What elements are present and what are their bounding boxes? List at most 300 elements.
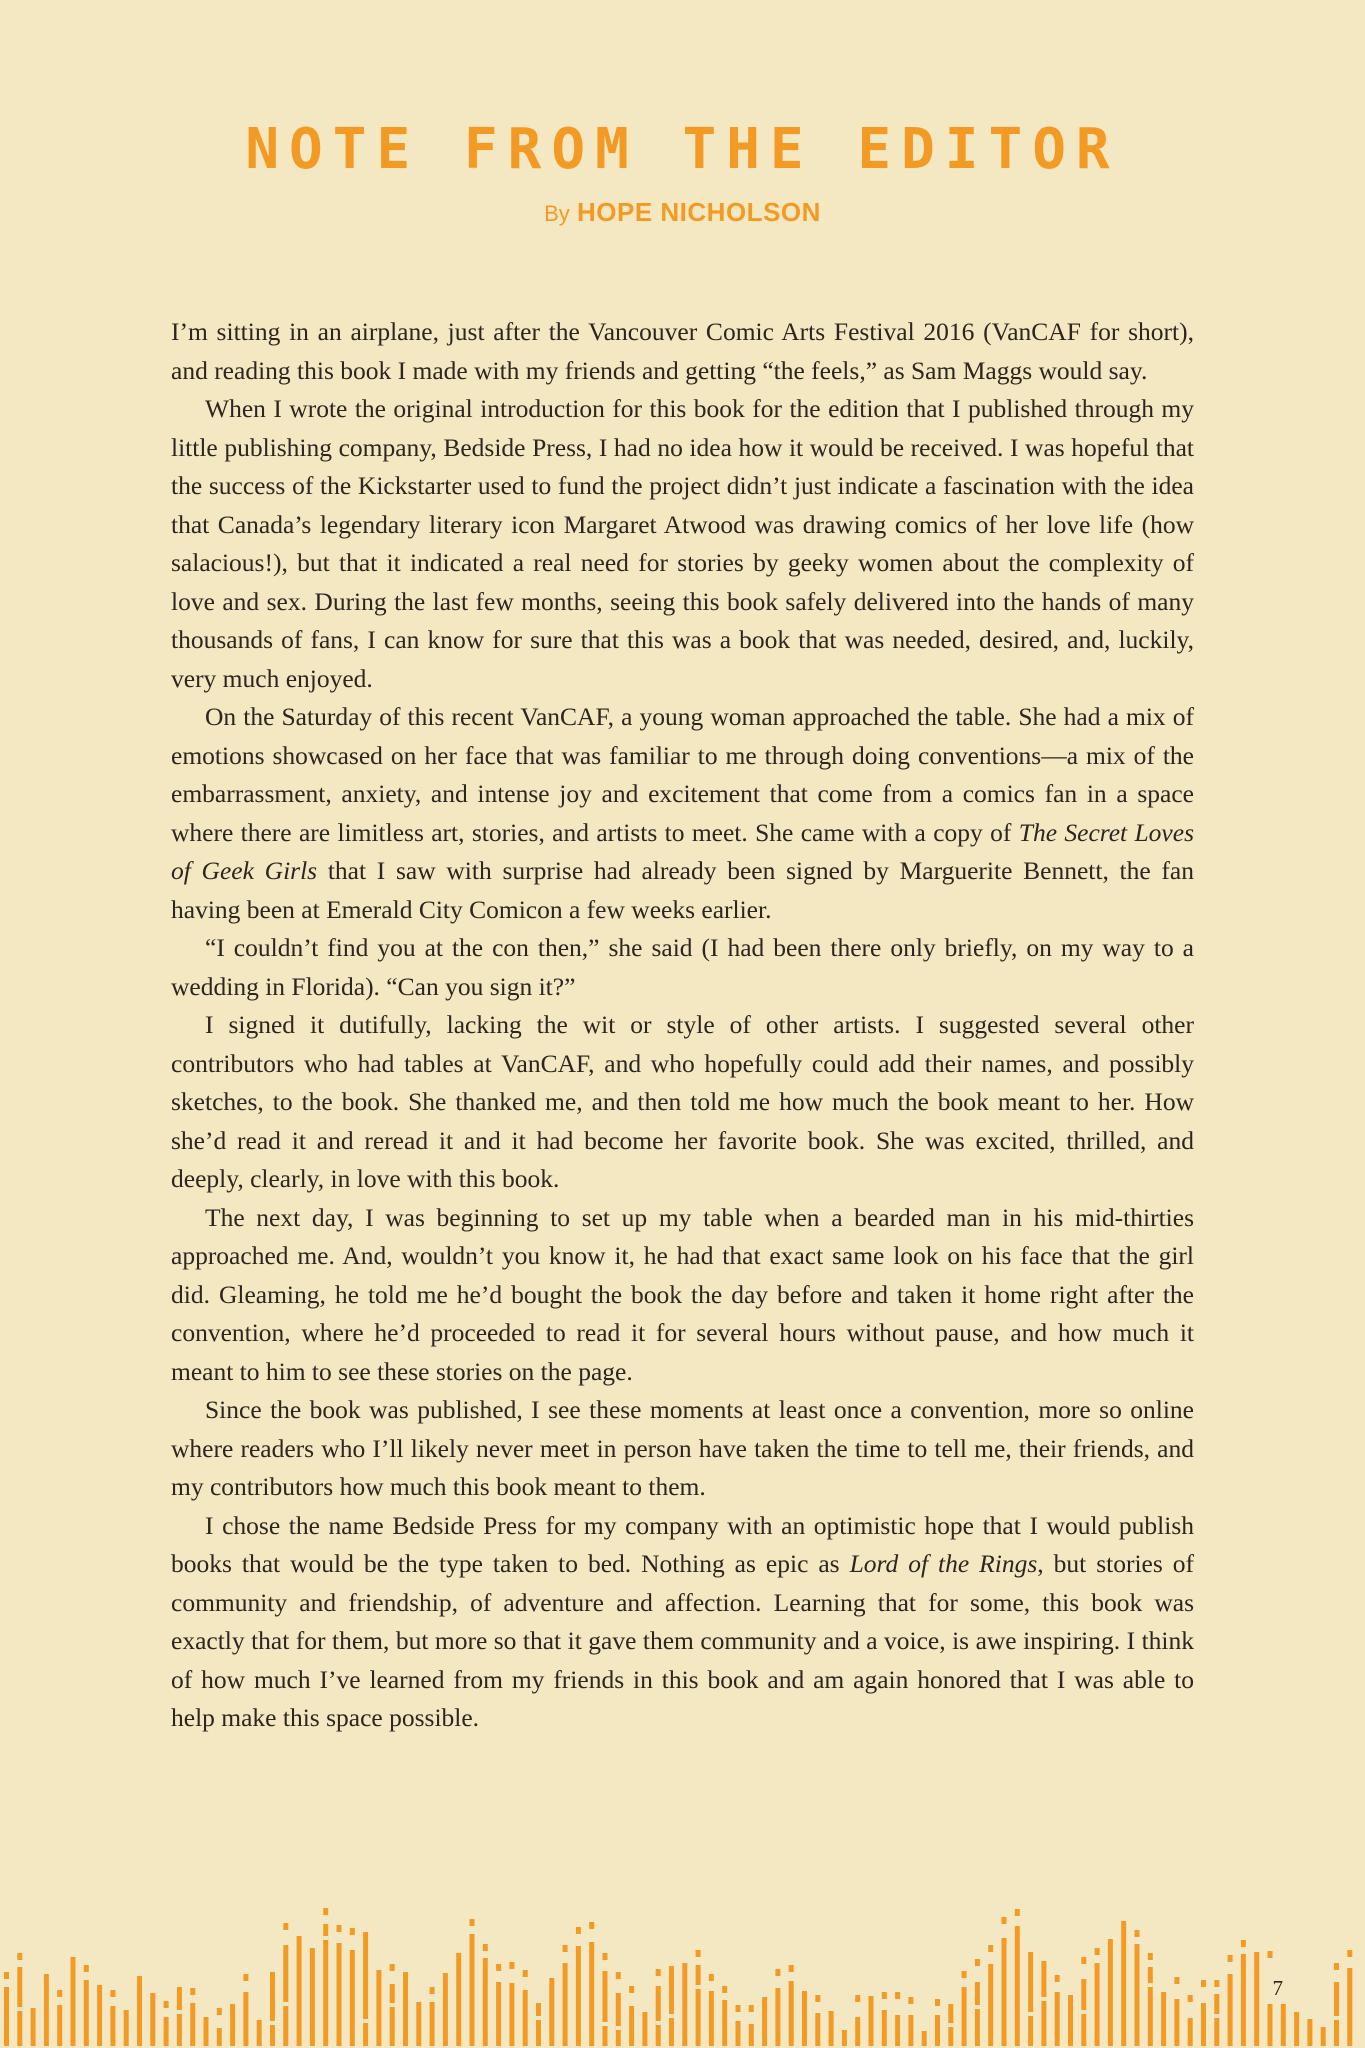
footer-bar [31,2008,36,2046]
footer-bar-column [762,1997,767,2046]
footer-dot [430,1987,435,1994]
footer-bar-column [337,1925,342,2046]
footer-bar-column [1028,1952,1033,2046]
footer-bar [922,2031,927,2046]
footer-bar-column [509,1962,514,2046]
footer-bar-column [908,1997,913,2046]
footer-bar [416,2002,421,2046]
footer-dot [908,1997,913,2004]
footer-bar [882,2010,887,2046]
footer-dot [110,1990,115,1997]
footer-bar [84,1980,89,2046]
footer-bar-column [802,1991,807,2046]
footer-bar-gap [948,2023,953,2027]
footer-bar-column [988,1945,993,2046]
footer-bar-column [150,1993,155,2046]
footer-bar-gap [616,2026,621,2030]
paragraph-text: I signed it dutifully, lacking the wit or style of other artists. I suggested several other contributors who had tables at VanCAF, and who hopefully could add their names, and possibly sketches, to the book. She thanked me, and then told me how much the book meant to her. How she’d read it and reread it and it had become her favorite book. She was excited, thrilled, and deeply, clearly, in love with this book. [171,1010,1194,1193]
footer-dot [616,1972,621,1979]
footer-bar [642,2012,647,2046]
footer-bar [190,2003,195,2046]
footer-bar-column [576,1927,581,2046]
footer-bar-column [110,1990,115,2046]
footer-bar [1294,2012,1299,2046]
footer-bar [789,1981,794,2046]
footer-bar [217,2028,222,2046]
footer-bar [1055,1992,1060,2046]
footer-dot [84,1965,89,1972]
footer-bar [576,1946,581,2046]
footer-dot [1135,1930,1140,1937]
footer-bar [390,1984,395,2046]
footer-bar-column [430,1987,435,2046]
footer-bar-gap [669,2014,674,2018]
footer-bar-column [17,1953,22,2046]
footer-bar-column [137,1976,142,2046]
footer-bar-column [483,1944,488,2046]
footer-dot [1347,1950,1352,1957]
footer-bar [603,1971,608,2046]
paragraph-2 [171,390,1194,698]
footer-bar-column [31,2008,36,2046]
footer-dot [1055,1975,1060,1982]
footer-bar [456,1953,461,2046]
footer-bar [802,1991,807,2046]
footer-bar [815,2013,820,2046]
footer-bar-column [4,1972,9,2046]
footer-bar-gap [17,2007,22,2011]
footer-bar [656,1986,661,2046]
paragraph-text: I chose the name Bedside Press for my company with an optimistic hope that I would publish books that would be the type taken to bed. Nothing as epic as [171,1510,1194,1578]
footer-bar [1334,1982,1339,2046]
footer-bar [935,2015,940,2046]
decorative-footer [0,1878,1365,2048]
footer-bar-gap [656,2021,661,2025]
paragraph-text: When I wrote the original introduction for this book for the edition that I published through my little publishing company, Bedside Press, I had no idea how it would be received. I was hopeful that the success of the Kickstarter used to fund the project didn’t just indicate a fascination with the idea that Canada’s legendary literary icon Margaret Atwood was drawing comics of her love life (how salacious!), but that it indicated a real need for stories by geeky women about the complexity of love and sex. During the last few months, seeing this book safely delivered into the hands of many thousands of fans, I can know for sure that this was a book that was needed, desired, and, luckily, very much enjoyed. [171,394,1194,693]
footer-bar [1347,1968,1352,2046]
footer-bar [124,2010,129,2046]
footer-bar-column [403,1972,408,2046]
footer-bar-gap [1214,2014,1219,2018]
paragraph-5 [171,1006,1194,1199]
footer-bar [1121,1921,1126,2046]
footer-bar-column [749,2005,754,2046]
footer-bar [164,2017,169,2046]
footer-bar-column [1002,1917,1007,2046]
footer-bar [536,2003,541,2046]
footer-bar-column [895,1992,900,2046]
footer-bar-column [1307,2019,1312,2046]
footer-dot [988,1945,993,1952]
footer-bar-column [696,1950,701,2046]
footer-bar-column [1174,1977,1179,2046]
author-name: HOPE NICHOLSON [577,197,821,227]
footer-bar-column [1041,1961,1046,2046]
footer-bar-column [297,1936,302,2046]
footer-bar-column [656,1969,661,2046]
footer-dot [629,1986,634,1993]
footer-bar [749,2024,754,2046]
footer-bar [376,1970,381,2046]
footer-bar-column [616,1972,621,2046]
footer-bar [1041,1961,1046,2046]
footer-bar-column [682,1963,687,2046]
footer-dot [1015,1909,1020,1916]
footer-bar-gap [323,1936,328,1940]
footer-bar [669,1966,674,2046]
footer-dot [470,1919,475,1926]
footer-bar-column [1108,1939,1113,2046]
footer-bar [257,2020,262,2046]
footer-bar-column [1228,1955,1233,2046]
byline-prefix: By [544,201,570,226]
footer-bar-gap [696,1985,701,1989]
footer-bar-column [962,1971,967,2046]
footer-bar-column [1254,1952,1259,2046]
footer-dot [696,1950,701,1957]
footer-bar-gap [1148,1983,1153,1987]
footer-bar [523,1990,528,2046]
footer-dot [656,1969,661,1976]
footer-dot [603,1953,608,1960]
footer-dot [736,2005,741,2012]
paragraph-7 [171,1391,1194,1507]
footer-dot [283,1923,288,1930]
footer-bar [177,1987,182,2046]
footer-bar [430,2002,435,2046]
footer-bar-column [536,2003,541,2046]
footer-dot [855,1995,860,2002]
footer-bar-column [1294,2012,1299,2046]
footer-bar [908,2015,913,2046]
footer-bar-column [230,2004,235,2046]
footer-dot [882,1992,887,1999]
footer-bar [762,1997,767,2046]
footer-bar [1095,1963,1100,2046]
footer-bar-column [1135,1930,1140,2046]
footer-bar [1174,1999,1179,2046]
footer-dot [589,1922,594,1929]
footer-dot [935,1999,940,2006]
footer-bar [1135,1944,1140,2046]
footer-bar-column [190,1988,195,2046]
footer-bar-column [1214,1980,1219,2046]
footer-bar [736,2021,741,2046]
footer-bar-column [523,1970,528,2046]
footer-dot [1095,1948,1100,1955]
footer-bar [1028,1952,1033,2046]
footer-bar-column [1095,1948,1100,2046]
footer-bar-column [722,1986,727,2046]
footer-dot [709,1974,714,1981]
footer-bar-column [882,1992,887,2046]
footer-bar-column [443,1973,448,2046]
paragraph-8 [171,1507,1194,1738]
footer-bar [4,1987,9,2046]
footer-bar-column [1241,1940,1246,2046]
footer-bar [44,1974,49,2046]
footer-bar [1188,2018,1193,2046]
footer-bar [616,1993,621,2046]
footer-bar-pattern [0,1878,1365,2048]
footer-bar-column [1055,1975,1060,2046]
paragraph-text: “I couldn’t find you at the con then,” she said (I had been there only briefly, on my way to a wedding in Florida). “Can you sign it?” [171,933,1194,1001]
footer-dot [390,1964,395,1971]
footer-bar-column [71,1957,76,2046]
paragraph-3 [171,698,1194,929]
paragraph-text: The next day, I was beginning to set up my table when a bearded man in his mid-thirties approached me. And, wouldn’t you know it, he had that exact same look on his face that the girl did. Gleaming, he told me he’d bought the book the day before and taken it home right after the convention, where he’d proceeded to read it for several hours without pause, and how much it meant to him to see these stories on the page. [171,1202,1194,1386]
footer-dot [789,1965,794,1972]
footer-bar [483,1958,488,2046]
footer-dot [895,1992,900,1999]
footer-bar-column [922,2031,927,2046]
footer-dot [243,1974,248,1981]
footer-dot [496,1964,501,1971]
paragraph-1 [171,313,1194,390]
footer-dot [1241,1940,1246,1947]
footer-bar-column [589,1922,594,2046]
footer-dot [523,1970,528,1977]
footer-bar [403,1972,408,2046]
footer-bar [1068,1995,1073,2046]
footer-bar [363,1932,368,2046]
paragraph-text: On the Saturday of this recent VanCAF, a young woman approached the table. She had a mix of emotions showcased on her face that was familiar to me through doing conventions—a mix of the embarrassment, anxiety, and intense joy and excitement that come from a comics fan in a space where there are limitless art, stories, and artists to meet. She came with a copy of [171,702,1194,847]
page-number: 7 [1272,1976,1283,2000]
footer-dot [576,1927,581,1934]
footer-bar-column [935,1999,940,2046]
footer-dot [190,1988,195,1995]
footer-bar-column [416,2002,421,2046]
footer-bar-column [603,1953,608,2046]
footer-bar [696,1965,701,2046]
footer-dot [1188,1995,1193,2002]
footer-dot [509,1962,514,1969]
footer-dot [1334,1963,1339,1970]
footer-bar-column [669,1966,674,2046]
footer-bar-column [390,1964,395,2046]
footer-bar-column [283,1923,288,2046]
footer-bar [310,1948,315,2046]
book-title-italic: Lord of the Rings [849,1549,1038,1578]
footer-bar-column [350,1928,355,2046]
footer-bar-column [1321,2027,1326,2046]
footer-bar [988,1964,993,2046]
footer-bar-column [1347,1950,1352,2046]
footer-bar [71,1957,76,2046]
paragraph-6 [171,1199,1194,1392]
footer-bar [962,1987,967,2046]
article-body [171,313,1194,1738]
footer-bar-column [1334,1963,1339,2046]
footer-bar [496,1982,501,2046]
footer-bar [1161,1992,1166,2046]
footer-dot [1201,1980,1206,1987]
footer-dot [17,1953,22,1960]
footer-dot [4,1972,9,1979]
footer-bar [17,1967,22,2046]
footer-bar [682,1963,687,2046]
footer-bar-column [363,1932,368,2046]
footer-bar-gap [177,2010,182,2014]
footer-dot [962,1971,967,1978]
footer-bar [775,1988,780,2046]
footer-bar [150,1993,155,2046]
footer-bar-column [257,2020,262,2046]
footer-bar [337,1943,342,2046]
footer-dot [164,2001,169,2008]
footer-bar [297,1936,302,2046]
footer-bar-column [563,1945,568,2046]
paragraph-text: Since the book was published, I see these moments at least once a convention, more so online where readers who I’ll likely never meet in person have taken the time to tell me, their friends, and my contributors how much this book meant to them. [171,1395,1194,1501]
footer-bar-column [642,2012,647,2046]
footer-bar [283,1945,288,2046]
footer-dot [323,1908,328,1915]
footer-bar-gap [1334,2016,1339,2020]
footer-dot [722,1986,727,1993]
byline [0,196,1365,230]
footer-bar-gap [1028,2012,1033,2016]
footer-dot [57,1990,62,1997]
footer-dot [775,1969,780,1976]
footer-bar [323,1924,328,2046]
footer-dot [1214,1980,1219,1987]
footer-bar [509,1983,514,2046]
footer-dot [1268,1951,1273,1958]
footer-bar [842,2030,847,2046]
footer-dot [563,1945,568,1952]
footer-bar-column [709,1974,714,2046]
footer-bar-column [1148,1953,1153,2046]
footer-bar-gap [363,2019,368,2023]
footer-bar-gap [975,2005,980,2009]
footer-bar-gap [1081,2010,1086,2014]
footer-bar [270,1972,275,2046]
footer-dot [350,1928,355,1935]
footer-dot [975,1959,980,1966]
footer-bar [243,1992,248,2046]
footer-bar-gap [1041,1997,1046,2001]
footer-bar-column [243,1974,248,2046]
footer-bar [975,1982,980,2046]
footer-bar [869,1996,874,2046]
footer-bar-gap [270,2021,275,2025]
paragraph-4 [171,929,1194,1006]
footer-bar [1228,1974,1233,2046]
footer-bar-column [842,2030,847,2046]
footer-bar-column [496,1964,501,2046]
footer-bar-gap [283,2002,288,2006]
footer-bar-column [376,1970,381,2046]
footer-bar [1108,1939,1113,2046]
footer-bar-gap [603,2022,608,2026]
footer-dot [815,1995,820,2002]
footer-bar-column [815,1995,820,2046]
footer-bar-column [1015,1909,1020,2046]
footer-bar-column [1121,1921,1126,2046]
footer-bar [110,2006,115,2046]
footer-bar-column [124,2010,129,2046]
footer-bar [57,2005,62,2046]
footer-bar [829,2011,834,2046]
footer-dot [217,2008,222,2015]
footer-bar-column [855,1995,860,2046]
footer-bar-column [829,2011,834,2046]
footer-bar [230,2004,235,2046]
footer-bar [855,2017,860,2046]
footer-bar [1241,1954,1246,2046]
footer-bar-column [97,1985,102,2046]
footer-bar [1307,2019,1312,2046]
article-header [0,118,1365,230]
footer-dot [1002,1917,1007,1924]
paragraph-text: that I saw with surprise had already been signed by Marguerite Bennett, the fan having been at Emerald City Comicon a few weeks earlier. [171,856,1194,924]
footer-bar [1321,2027,1326,2046]
footer-bar [1002,1938,1007,2046]
footer-dot [749,2005,754,2012]
footer-bar-column [789,1965,794,2046]
footer-bar-column [164,2001,169,2046]
footer-dot [1081,1957,1086,1964]
footer-bar-column [310,1948,315,2046]
footer-bar [549,1978,554,2046]
footer-dot [483,1944,488,1951]
footer-bar-column [217,2008,222,2046]
footer-bar [1214,1994,1219,2046]
footer-bar-column [549,1978,554,2046]
footer-bar-gap [536,2016,541,2020]
footer-dot [1228,1955,1233,1962]
footer-bar-column [1201,1980,1206,2046]
footer-bar [709,1991,714,2046]
footer-bar [1015,1926,1020,2046]
footer-bar-column [1188,1995,1193,2046]
footer-bar-column [57,1990,62,2046]
footer-bar [629,2006,634,2046]
footer-dot [337,1925,342,1932]
footer-bar-column [204,2017,209,2046]
footer-bar [1148,1967,1153,2046]
paragraph-text: I’m sitting in an airplane, just after the Vancouver Comic Arts Festival 2016 (VanCAF for short), and reading this book I made with my friends and getting “the feels,” as Sam Maggs would say. [171,317,1194,385]
footer-bar-column [1081,1957,1086,2046]
footer-bar-gap [390,2003,395,2007]
footer-bar [350,1950,355,2046]
footer-bar-column [323,1908,328,2046]
footer-bar-column [270,1972,275,2046]
footer-bar [1254,1952,1259,2046]
footer-bar-column [177,1987,182,2046]
footer-bar-column [736,2005,741,2046]
footer-bar-column [948,2004,953,2046]
footer-bar-column [1161,1992,1166,2046]
footer-bar-column [975,1959,980,2046]
footer-bar [443,1973,448,2046]
footer-dot [1148,1953,1153,1960]
footer-bar [589,1942,594,2046]
footer-bar [137,1976,142,2046]
footer-bar [722,2000,727,2046]
book-title-italic: The Secret Loves of Geek Girls [171,817,1194,885]
footer-dot [1174,1977,1179,1984]
paragraph-text: , but stories of community and friendship, of adventure and affection. Learning that for some, this book was exactly that for them, but more so that it gave them community and a voice, is awe inspiring. I think of how much I’ve learned from my friends in this book and am again honored that I was able to help make this space possible. [171,1549,1195,1732]
page-title: NOTE FROM THE EDITOR [245,117,1120,182]
footer-bar-column [629,1986,634,2046]
footer-bar [470,1934,475,2046]
footer-bar-column [456,1953,461,2046]
footer-bar-column [84,1965,89,2046]
footer-bar [895,2015,900,2046]
footer-bar-column [775,1969,780,2046]
footer-bar-column [1068,1995,1073,2046]
